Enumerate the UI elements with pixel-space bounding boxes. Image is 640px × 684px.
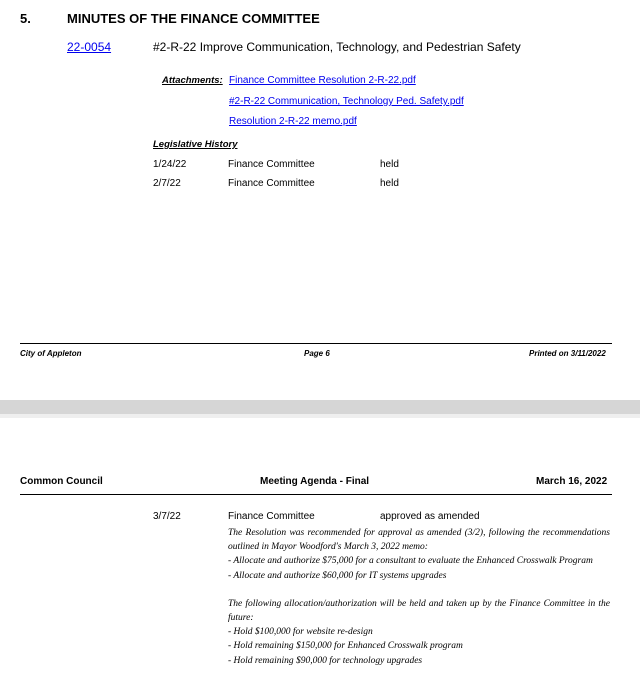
- header-rule: [20, 494, 612, 495]
- attachment-link[interactable]: Resolution 2-R-22 memo.pdf: [229, 116, 357, 127]
- history-date: 1/24/22: [153, 159, 187, 170]
- note-paragraph: The following allocation/authorization will be held and taken up by the Finance Committee in the future:: [228, 598, 610, 624]
- note-line: - Hold remaining $90,000 for technology upgrades: [228, 655, 423, 666]
- history-action: approved as amended: [380, 511, 480, 522]
- attachment-link[interactable]: #2-R-22 Communication, Technology Ped. Safety.pdf: [229, 96, 464, 107]
- item-title: #2-R-22 Improve Communication, Technology, and Pedestrian Safety: [153, 40, 521, 54]
- history-action: held: [380, 159, 399, 170]
- note-line: - Allocate and authorize $60,000 for IT systems upgrades: [228, 570, 447, 581]
- history-body: Finance Committee: [228, 178, 315, 189]
- header-council: Common Council: [20, 476, 103, 487]
- footer-rule: [20, 343, 612, 344]
- footer-printed-date: Printed on 3/11/2022: [529, 349, 606, 358]
- history-date: 3/7/22: [153, 511, 181, 522]
- note-paragraph: The Resolution was recommended for approval as amended (3/2), following the recommendations outlined in Mayor Woodford's March 3, 2022 memo:: [228, 528, 610, 553]
- footer-city: City of Appleton: [20, 349, 82, 358]
- note-line: - Hold $100,000 for website re-design: [228, 627, 373, 638]
- header-agenda-title: Meeting Agenda - Final: [260, 476, 370, 487]
- header-meeting-date: March 16, 2022: [536, 476, 608, 487]
- footer-page-number: Page 6: [304, 349, 330, 358]
- note-spacer: [228, 583, 610, 597]
- section-number: 5.: [20, 11, 31, 26]
- note-line: - Allocate and authorize $75,000 for a consultant to evaluate the Enhanced Crosswalk Program: [228, 556, 593, 567]
- history-date: 2/7/22: [153, 178, 181, 189]
- history-notes: [228, 526, 610, 668]
- attachments-label: Attachments:: [162, 75, 223, 86]
- history-body: Finance Committee: [228, 511, 315, 522]
- history-body: Finance Committee: [228, 159, 315, 170]
- page-separator: [0, 400, 640, 414]
- item-id-link[interactable]: 22-0054: [67, 40, 112, 54]
- page-separator-shadow: [0, 414, 640, 418]
- attachment-link[interactable]: Finance Committee Resolution 2-R-22.pdf: [229, 75, 416, 86]
- history-action: held: [380, 178, 399, 189]
- section-title: MINUTES OF THE FINANCE COMMITTEE: [67, 11, 320, 26]
- note-line: - Hold remaining $150,000 for Enhanced Crosswalk program: [228, 641, 463, 652]
- legislative-history-label: Legislative History: [153, 139, 238, 150]
